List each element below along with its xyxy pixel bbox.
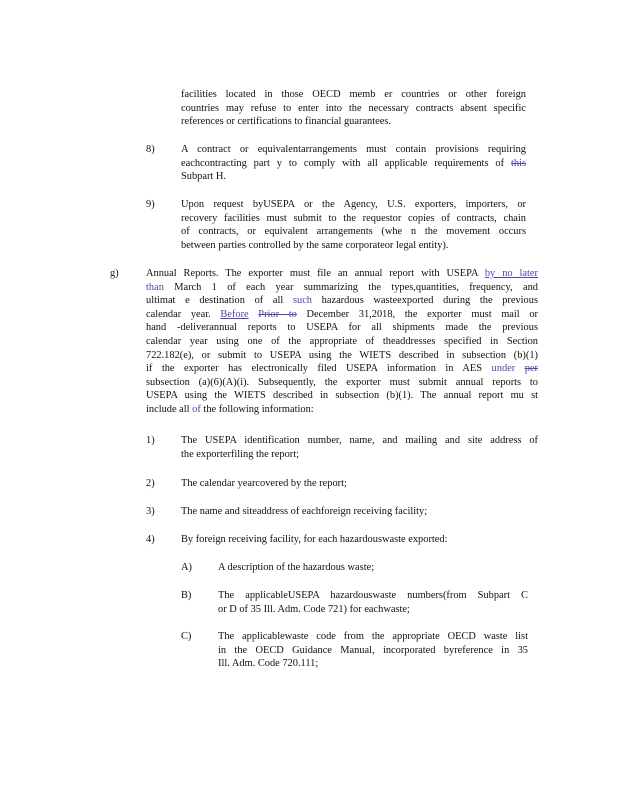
- text-line: between parties controlled by the same corporateor legal entity).: [181, 239, 449, 251]
- text-line: hand -deliverannual reports to USEPA for all shipments made the previous: [146, 322, 538, 334]
- item-label-4: 4): [146, 534, 155, 545]
- text-line: [146, 267, 538, 281]
- text-run: the following information:: [200, 403, 314, 415]
- deleted-text: this: [510, 157, 526, 169]
- item-label-2: 2): [146, 478, 155, 489]
- text-line: [181, 157, 526, 171]
- text-line: By foreign receiving facility, for each hazardouswaste exported:: [181, 534, 448, 545]
- text-line: [146, 308, 538, 322]
- text-line: recovery facilities must submit to the requestor copies of contracts, chain: [181, 212, 526, 224]
- text-line: Subpart H.: [181, 171, 227, 183]
- text-line: Ill. Adm. Code 720.111;: [218, 658, 319, 670]
- inserted-text: under: [491, 363, 516, 375]
- text-line: countries may refuse to enter into the necessary contracts absent specific: [181, 102, 526, 114]
- item-9-text: [181, 198, 526, 252]
- subitem-b-text: [218, 589, 528, 616]
- subitem-label-a: A): [181, 562, 192, 573]
- text-line: The name and siteaddress of eachforeign receiving facility;: [181, 506, 428, 517]
- inserted-text: such: [292, 295, 312, 307]
- text-line: A description of the hazardous waste;: [218, 562, 375, 573]
- text-line: [146, 362, 538, 376]
- text-line: [146, 281, 538, 295]
- text-line: The USEPA identification number, name, and mailing and site address of: [181, 435, 538, 446]
- text-line: The applicableUSEPA hazardouswaste numbers(from Subpart C: [218, 590, 528, 601]
- item-label-1: 1): [146, 435, 155, 446]
- item-1-text: [181, 434, 538, 461]
- text-line: of contracts, or equivalent arrangements (whe n the movement occurs: [181, 226, 526, 238]
- text-line: in the OECD Guidance Manual, incorporated byreference in 35: [218, 644, 528, 656]
- text-run: ultimat e destination of all: [146, 295, 293, 307]
- text-line: calendar year using one of the appropriate of theaddresses specified in Section: [146, 335, 538, 347]
- text-line: [146, 403, 538, 417]
- text-line: references or certifications to financial guarantees.: [181, 116, 392, 128]
- deleted-text: per: [524, 363, 538, 375]
- inserted-text: of: [192, 403, 201, 415]
- text-line: or D of 35 Ill. Adm. Code 721) for eachwaste;: [218, 603, 410, 615]
- subitem-c-text: [218, 630, 528, 671]
- text-run: hazardous wasteexported during the previous: [312, 295, 538, 307]
- item-4-text: [181, 533, 538, 547]
- text-line: subsection (a)(6)(A)(i). Subsequently, the exporter must submit annual reports to: [146, 376, 538, 388]
- text-run: Annual Reports. The exporter must file an annual report with USEPA: [146, 268, 485, 279]
- text-line: the exporterfiling the report;: [181, 448, 300, 460]
- text-line: facilities located in those OECD memb er countries or other foreign: [181, 89, 526, 100]
- item-3-text: [181, 505, 538, 519]
- text-run: eachcontracting part y to comply with all applicable requirements of: [181, 157, 511, 169]
- item-2-text: [181, 477, 538, 491]
- subitem-label-c: C): [181, 631, 192, 642]
- text-run: if the exporter has electronically filed USEPA information in AES: [146, 363, 492, 375]
- text-run: December 31,2018, the exporter must mail or: [296, 308, 538, 320]
- subitem-label-b: B): [181, 590, 192, 601]
- inserted-text: than: [146, 281, 164, 293]
- text-line: Upon request byUSEPA or the Agency, U.S. exporters, importers, or: [181, 199, 526, 210]
- text-line: [146, 294, 538, 308]
- text-line: A contract or equivalentarrangements must contain provisions requiring: [181, 144, 526, 155]
- item-8-text: [181, 143, 526, 184]
- item-label-3: 3): [146, 506, 155, 517]
- item-label-8: 8): [146, 144, 155, 155]
- text-line: 722.182(e), or submit to USEPA using the WIETS described in subsection (b)(1): [146, 349, 538, 361]
- continuation-paragraph: [181, 88, 526, 129]
- item-label-9: 9): [146, 199, 155, 210]
- text-run: include all: [146, 403, 193, 415]
- text-run: March 1 of each year summarizing the types,quantities, frequency, and: [163, 281, 538, 293]
- section-label-g: g): [110, 268, 119, 279]
- inserted-text: by no later: [484, 268, 538, 279]
- inserted-text: Before: [220, 308, 249, 320]
- text-line: USEPA using the WIETS described in subsection (b)(1). The annual report mu st: [146, 390, 538, 402]
- text-line: The applicablewaste code from the appropriate OECD waste list: [218, 631, 528, 642]
- section-g-text: [146, 267, 538, 417]
- subitem-a-text: [218, 561, 528, 575]
- text-run: calendar year.: [146, 308, 221, 320]
- deleted-text: Prior to: [258, 308, 297, 320]
- text-line: The calendar yearcovered by the report;: [181, 478, 347, 489]
